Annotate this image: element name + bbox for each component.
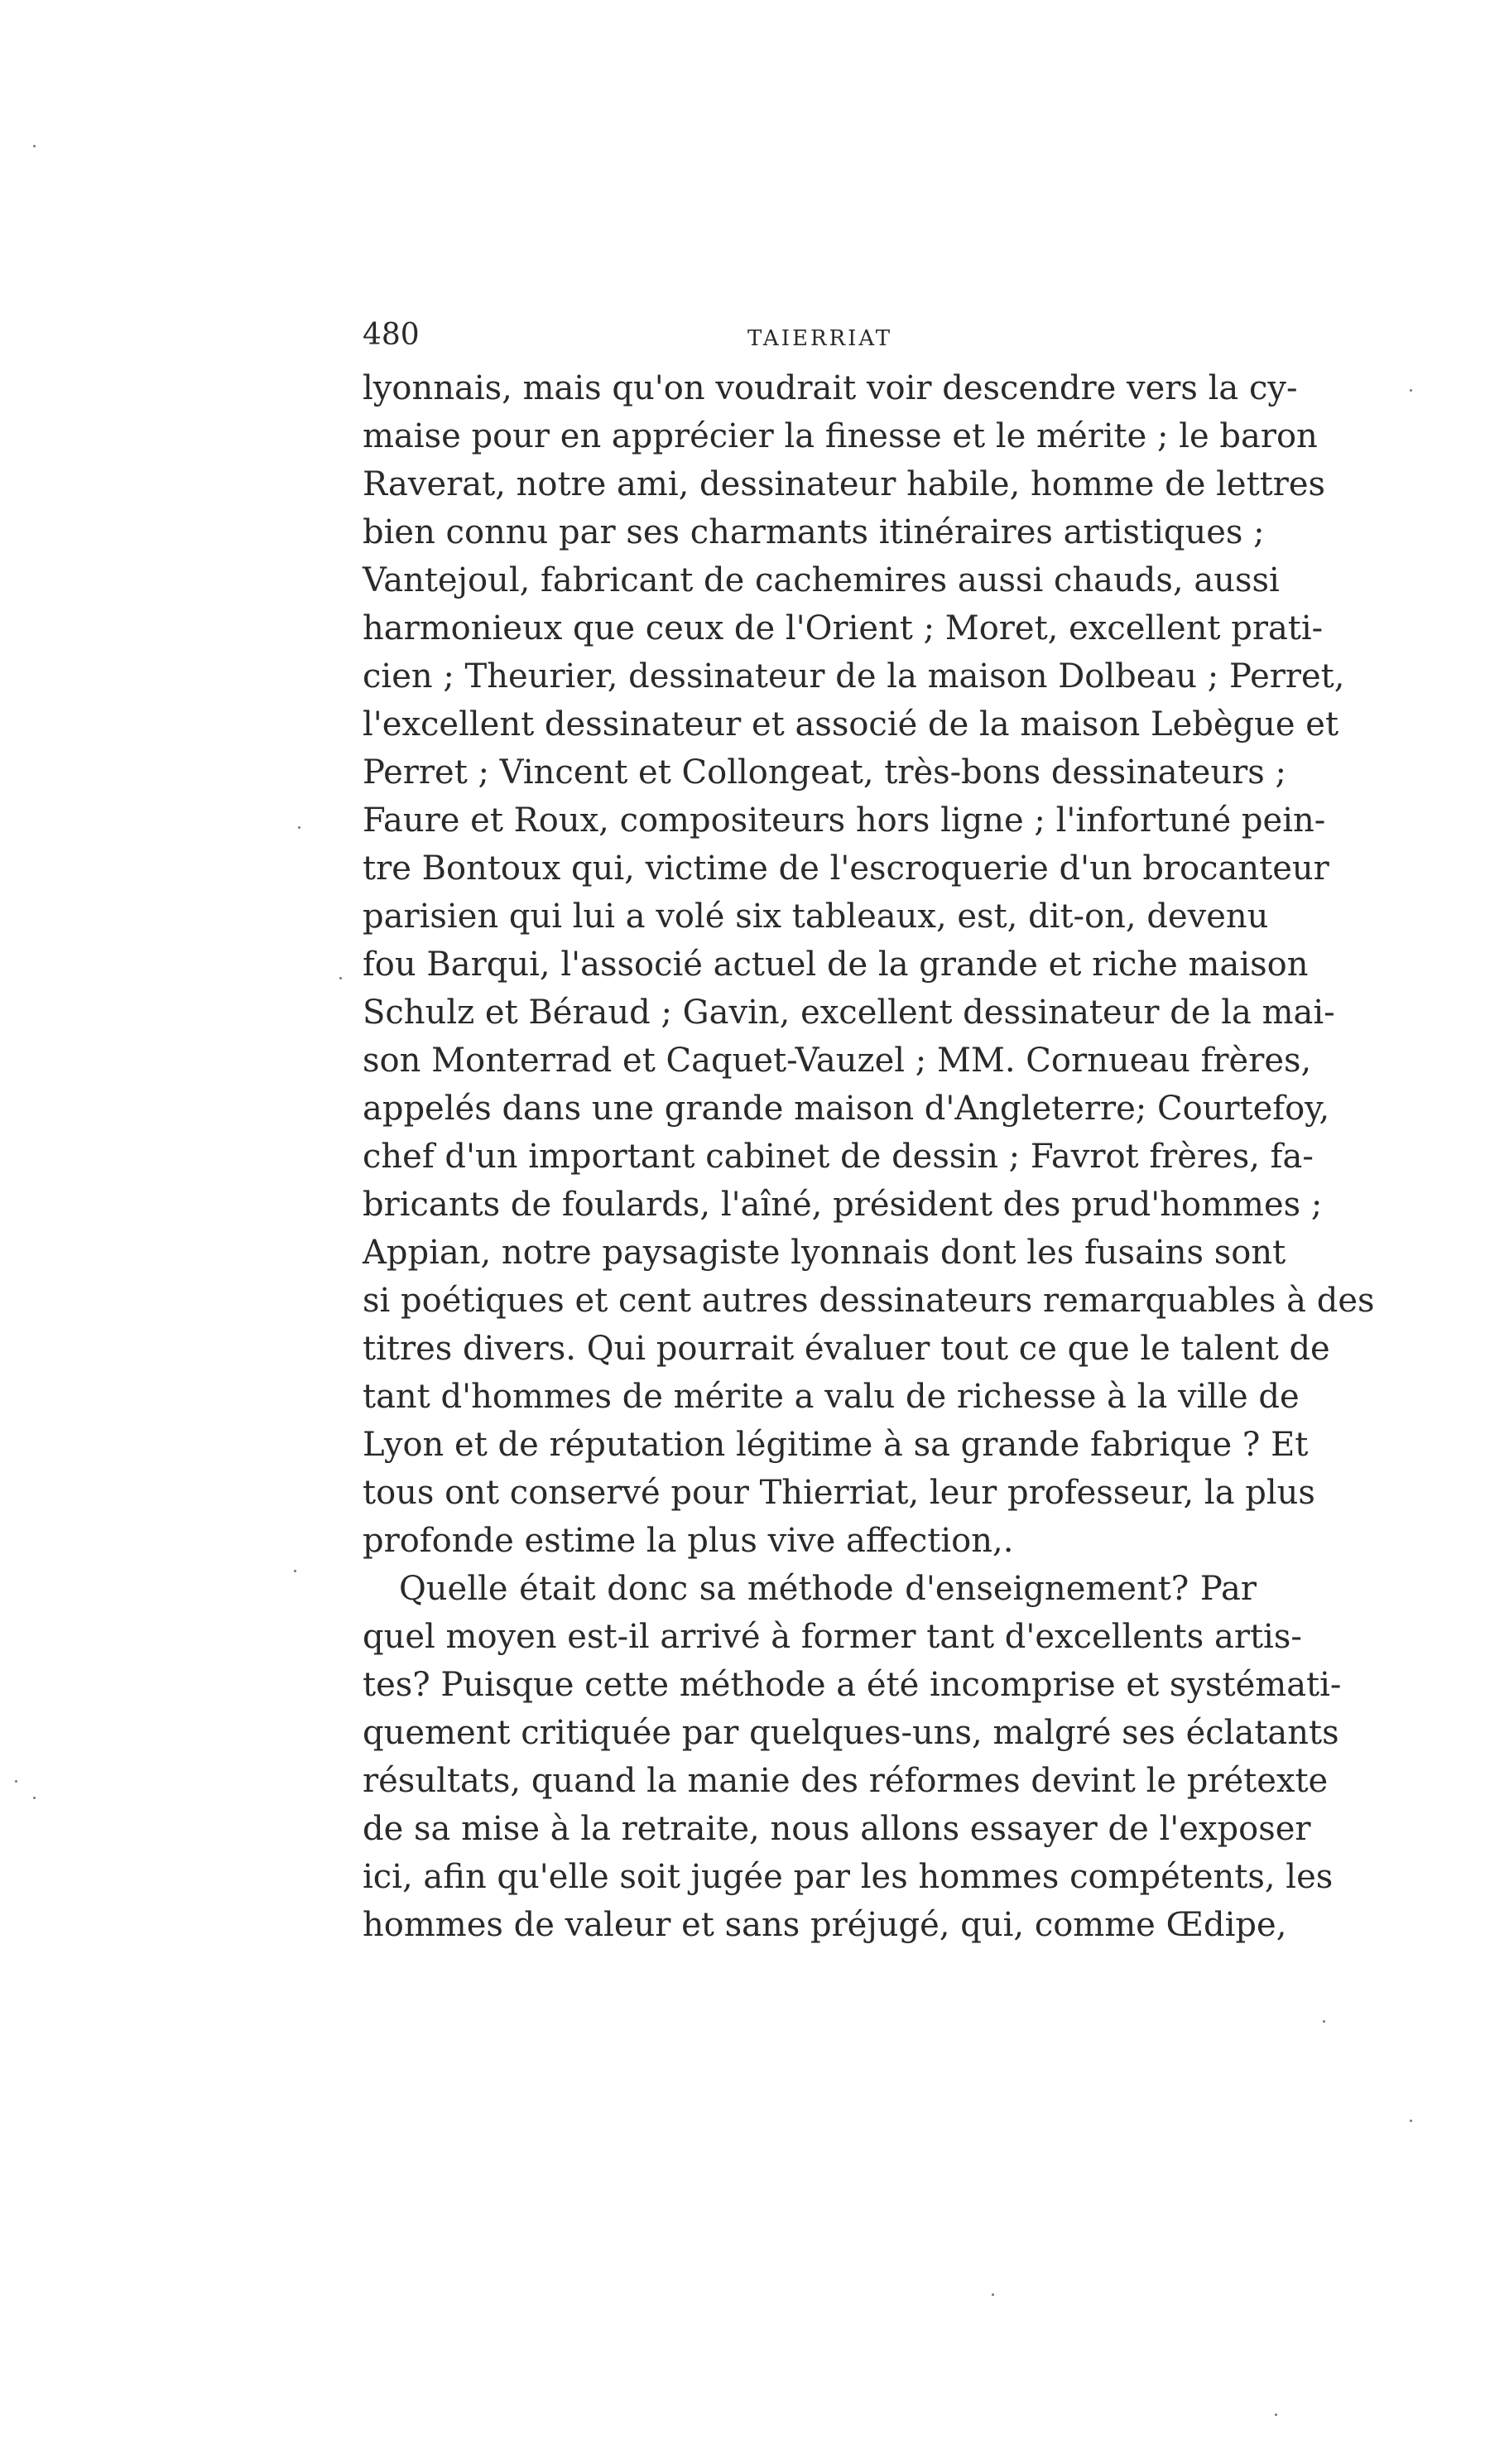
- text-line: cien ; Theurier, dessinateur de la maison Dolbeau ; Perret,: [363, 657, 1345, 695]
- text-line: si poétiques et cent autres dessinateurs remarquables à des: [363, 1282, 1375, 1320]
- paper-speck: [1275, 2413, 1277, 2416]
- paper-speck: [33, 1797, 36, 1799]
- text-line: Faure et Roux, compositeurs hors ligne ; l'infortuné pein-: [363, 801, 1326, 840]
- paper-speck: [992, 2293, 994, 2296]
- paper-speck: [1323, 2020, 1325, 2023]
- text-line: l'excellent dessinateur et associé de la maison Lebègue et: [363, 705, 1339, 744]
- text-line: Vantejoul, fabricant de cachemires aussi chauds, aussi: [363, 561, 1280, 599]
- text-line: son Monterrad et Caquet-Vauzel ; MM. Cornueau frères,: [363, 1042, 1312, 1080]
- text-line: maise pour en apprécier la finesse et le mérite ; le baron: [363, 417, 1318, 455]
- text-line: Lyon et de réputation légitime à sa grande fabrique ? Et: [363, 1426, 1309, 1464]
- paper-speck: [294, 1570, 296, 1572]
- text-line: appelés dans une grande maison d'Angleterre; Courtefoy,: [363, 1090, 1330, 1128]
- paper-speck: [339, 977, 342, 979]
- paper-speck: [1410, 389, 1412, 392]
- text-line: résultats, quand la manie des réformes devint le prétexte: [363, 1762, 1329, 1800]
- running-head: TAIERRIAT: [747, 326, 893, 351]
- paper-speck: [15, 1780, 17, 1783]
- text-line: tant d'hommes de mérite a valu de richesse à la ville de: [363, 1378, 1300, 1416]
- page-header: [363, 310, 1257, 360]
- text-line: lyonnais, mais qu'on voudrait voir descendre vers la cy-: [363, 369, 1298, 407]
- text-line: Perret ; Vincent et Collongeat, très-bons dessinateurs ;: [363, 753, 1286, 792]
- text-line: fou Barqui, l'associé actuel de la grande et riche maison: [363, 946, 1309, 984]
- text-line: ici, afin qu'elle soit jugée par les hommes compétents, les: [363, 1858, 1334, 1896]
- text-line: parisien qui lui a volé six tableaux, est, dit-on, devenu: [363, 898, 1269, 936]
- text-line: Schulz et Béraud ; Gavin, excellent dessinateur de la mai-: [363, 994, 1335, 1032]
- text-line-paragraph-end: profonde estime la plus vive affection,.: [363, 1522, 1014, 1560]
- text-line: de sa mise à la retraite, nous allons essayer de l'exposer: [363, 1810, 1311, 1848]
- text-line: tous ont conservé pour Thierriat, leur professeur, la plus: [363, 1474, 1315, 1512]
- text-line: Appian, notre paysagiste lyonnais dont les fusains sont: [363, 1234, 1286, 1272]
- text-line: chef d'un important cabinet de dessin ; Favrot frères, fa-: [363, 1138, 1314, 1176]
- paper-speck: [33, 145, 36, 147]
- text-line: tes? Puisque cette méthode a été incomprise et systémati-: [363, 1666, 1342, 1704]
- text-line: bien connu par ses charmants itinéraires artistiques ;: [363, 513, 1265, 551]
- text-line: bricants de foulards, l'aîné, président des prud'hommes ;: [363, 1186, 1323, 1224]
- text-line: Raverat, notre ami, dessinateur habile, homme de lettres: [363, 465, 1326, 503]
- text-line: quement critiquée par quelques-uns, malgré ses éclatants: [363, 1714, 1339, 1752]
- text-line: tre Bontoux qui, victime de l'escroquerie d'un brocanteur: [363, 849, 1329, 888]
- text-line-paragraph-start: Quelle était donc sa méthode d'enseignement? Par: [399, 1570, 1257, 1608]
- paper-speck: [298, 826, 300, 829]
- text-line: quel moyen est-il arrivé à former tant d'excellents artis-: [363, 1618, 1302, 1656]
- text-line: harmonieux que ceux de l'Orient ; Moret, excellent prati-: [363, 609, 1324, 647]
- page-number: 480: [363, 318, 420, 352]
- text-line: hommes de valeur et sans préjugé, qui, comme Œdipe,: [363, 1906, 1287, 1944]
- body-text: [363, 364, 1375, 1949]
- text-line: titres divers. Qui pourrait évaluer tout ce que le talent de: [363, 1330, 1330, 1368]
- paper-speck: [1410, 2120, 1412, 2122]
